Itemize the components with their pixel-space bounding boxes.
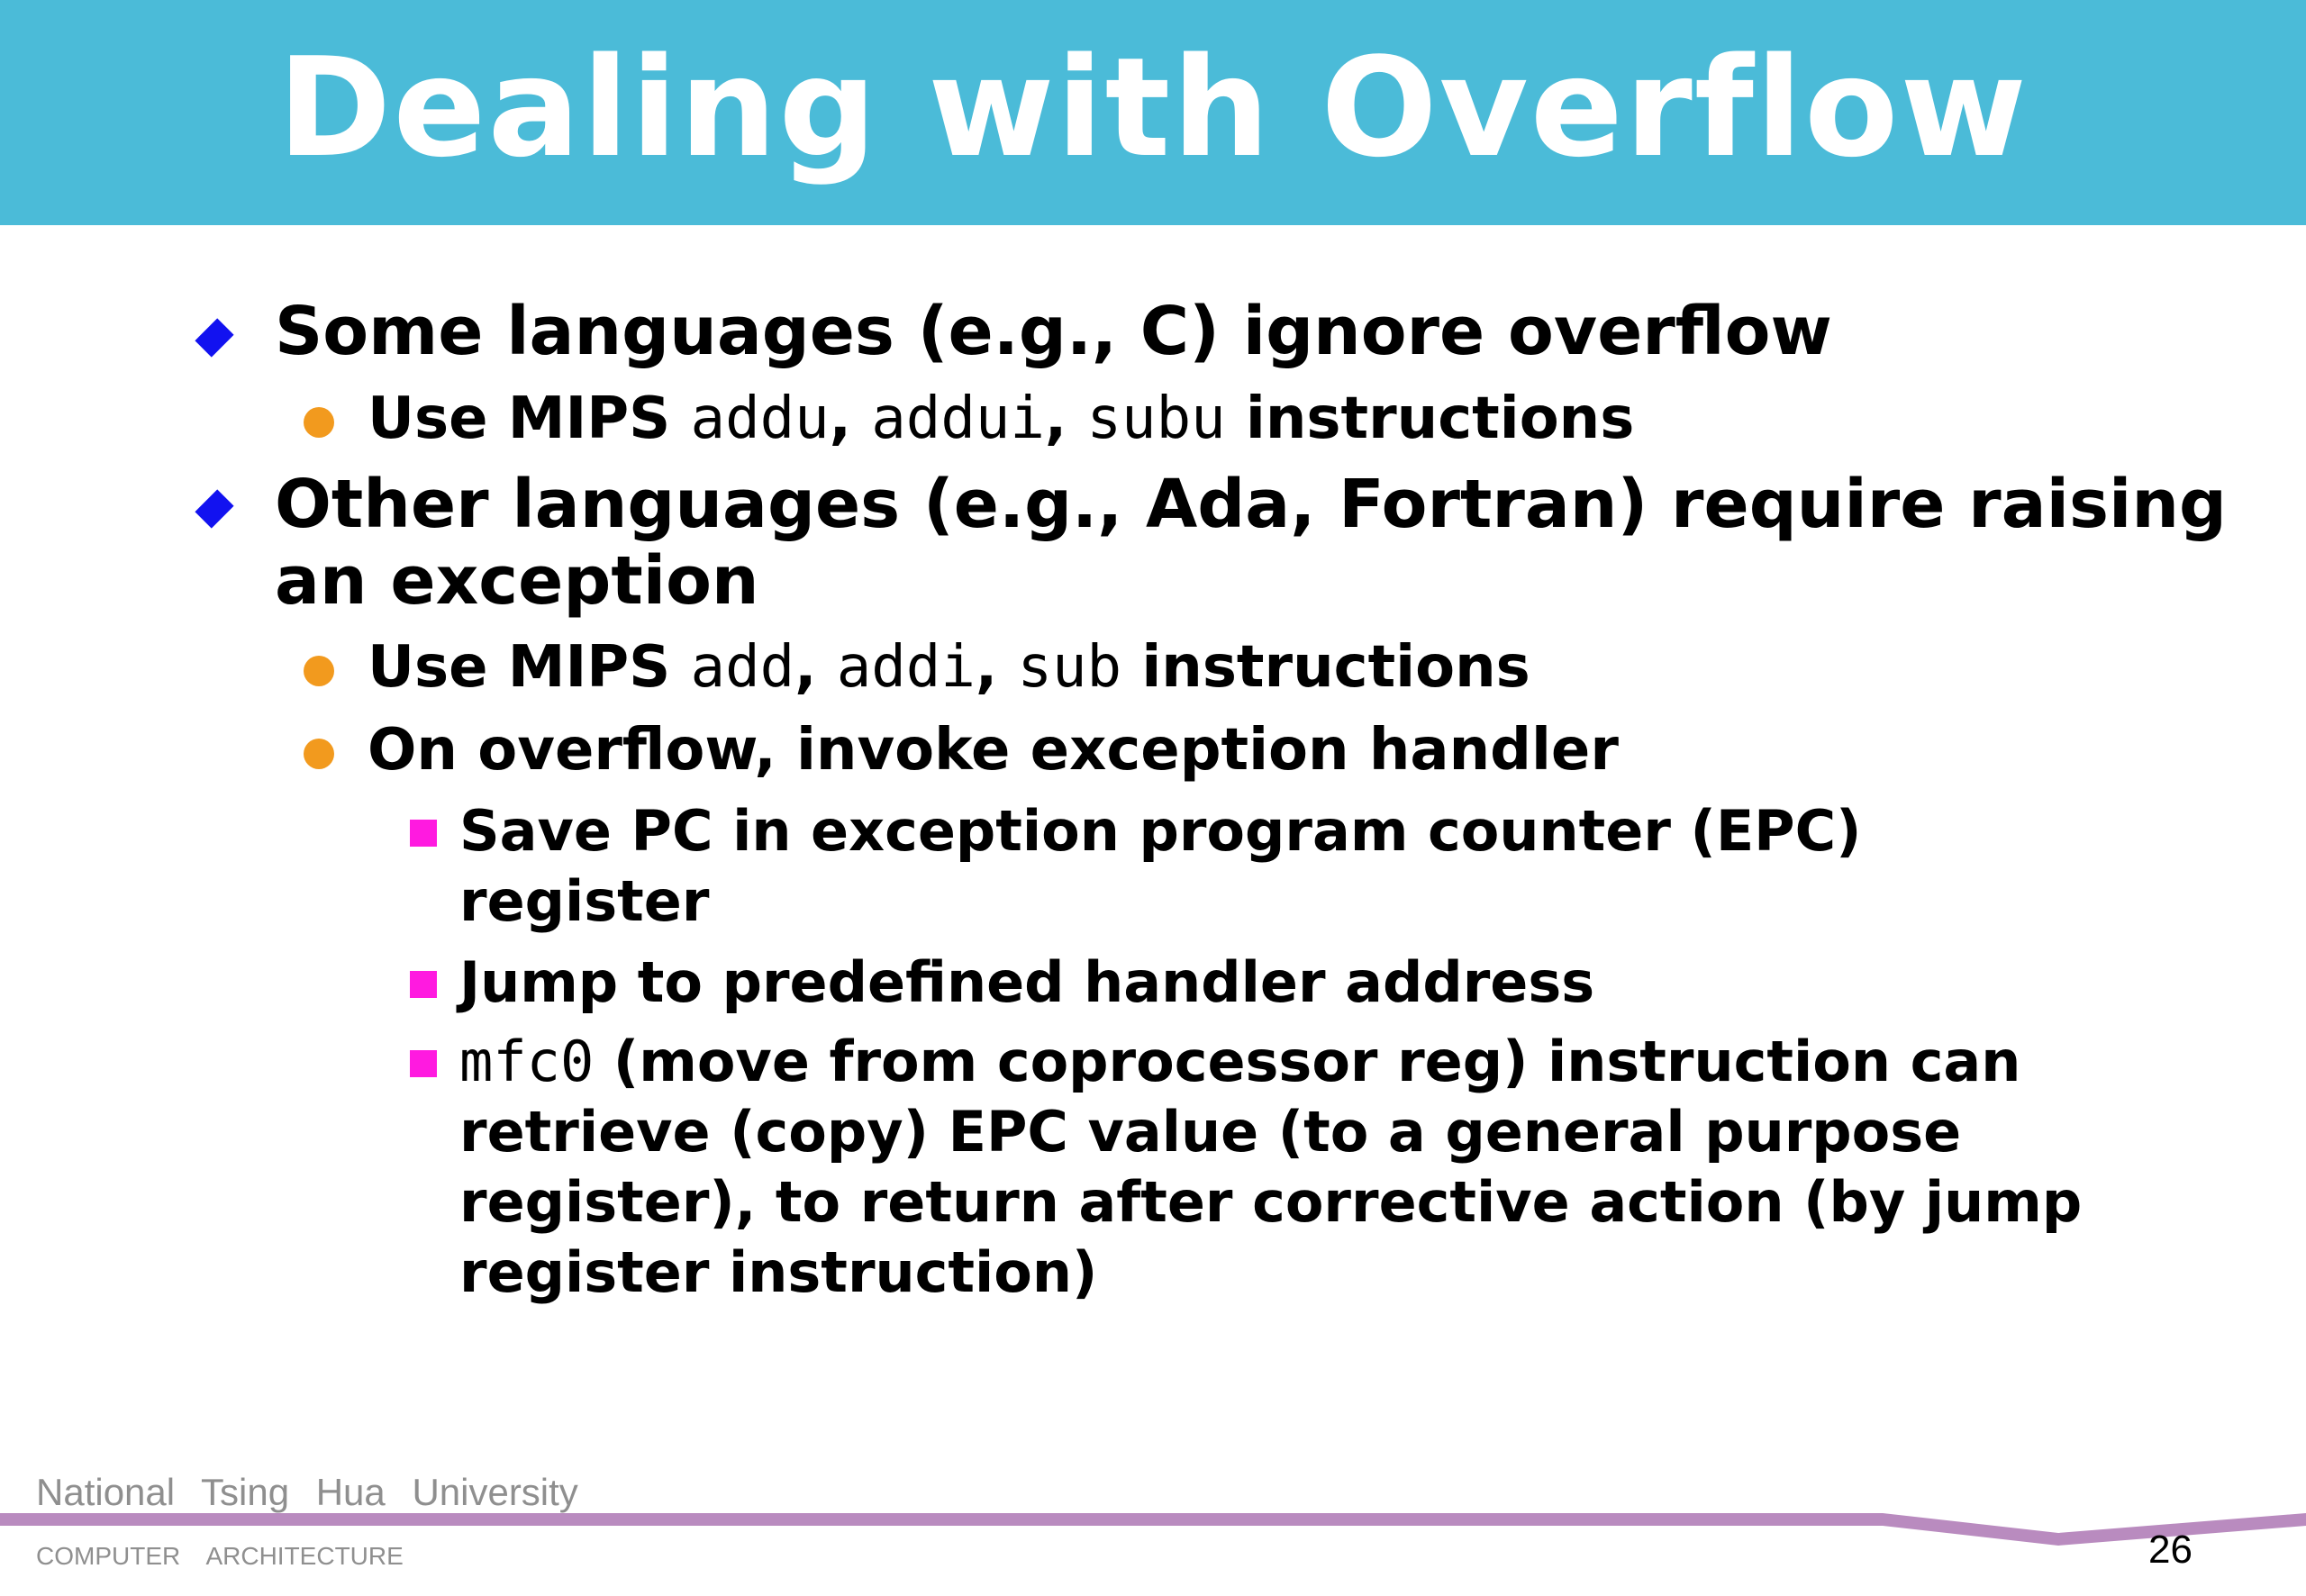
sub-item-3-line-4: register instruction) — [459, 1239, 1098, 1305]
sub-item-1-line-2: register — [459, 868, 710, 934]
diamond-bullet-icon — [195, 318, 233, 357]
code-add: add — [690, 634, 795, 701]
bullet-2-text-line-1: Other languages (e.g., Ada, Fortran) require raising — [275, 466, 2228, 543]
code-subu: subu — [1086, 385, 1226, 452]
sub-item-3-line-3: register), to return after corrective action (by jump — [459, 1169, 2083, 1235]
bullet-2-sub-1: Use MIPS add, addi, sub instructions — [368, 634, 1530, 701]
footer-department: COMPUTER ARCHITECTURE — [36, 1542, 404, 1570]
dot-bullet-icon — [304, 656, 334, 686]
sub-item-2-line-1: Jump to predefined handler address — [459, 949, 1595, 1015]
code-addi: addi — [836, 634, 976, 701]
sub-item-3-line-2: retrieve (copy) EPC value (to a general purpose — [459, 1099, 1962, 1165]
diamond-bullet-icon — [195, 489, 233, 528]
square-bullet-icon — [410, 1050, 437, 1077]
bullet-1-sub-1: Use MIPS addu, addui, subu instructions — [368, 385, 1635, 452]
square-bullet-icon — [410, 820, 437, 847]
code-sub: sub — [1017, 634, 1122, 701]
dot-bullet-icon — [304, 407, 334, 438]
bullet-1-text: Some languages (e.g., C) ignore overflow — [275, 293, 1832, 370]
footer-band-shape — [0, 1513, 2306, 1546]
sub-item-1-line-1: Save PC in exception program counter (EPC) — [459, 798, 1862, 864]
code-mfc0: mfc0 — [459, 1029, 595, 1094]
code-addui: addui — [871, 385, 1045, 452]
sub-item-3-line-1: mfc0 (move from coprocessor reg) instruction can — [459, 1029, 2021, 1094]
bullet-2-text-line-2: an exception — [275, 542, 759, 620]
slide-title: Dealing with Overflow — [277, 28, 2029, 187]
bullet-2-sub-2: On overflow, invoke exception handler — [368, 717, 1619, 784]
code-addu: addu — [690, 385, 830, 452]
dot-bullet-icon — [304, 739, 334, 769]
page-number: 26 — [2148, 1528, 2193, 1572]
square-bullet-icon — [410, 971, 437, 998]
footer-university: National Tsing Hua University — [36, 1471, 578, 1513]
